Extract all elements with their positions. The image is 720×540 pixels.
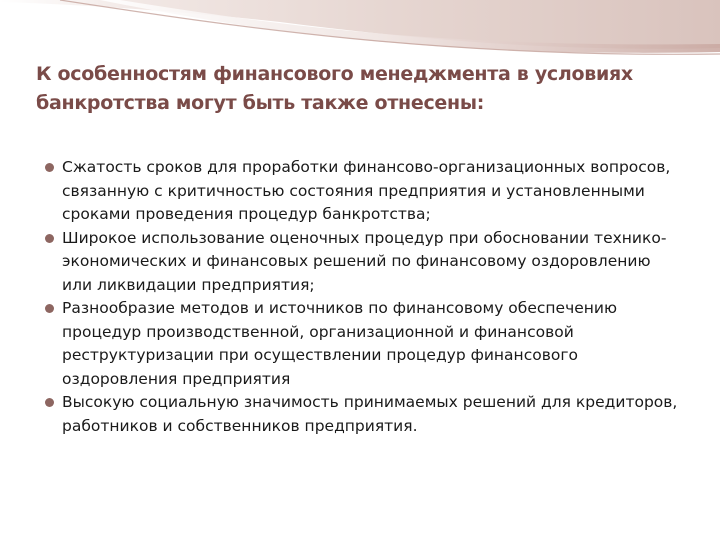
list-item — [44, 391, 684, 438]
bullet-text: Разнообразие методов и источников по финансовому обеспечению процедур производственной, организационной и финансовой реструктуризации при осуществлении процедур финансового оздоровления предприятия — [62, 299, 618, 388]
bullet-text: Сжатость сроков для проработки финансово-организационных вопросов, связанную с критичностью состояния предприятия и установленными сроками проведения процедур банкротства; — [62, 158, 671, 223]
bullet-icon — [45, 304, 54, 313]
bullet-text: Широкое использование оценочных процедур при обосновании технико-экономических и финансовых решений по финансовому оздоровлению или ликвидации предприятия; — [62, 228, 667, 294]
bullet-icon — [45, 398, 54, 407]
bullet-text: Высокую социальную значимость принимаемых решений для кредиторов, работников и собственников предприятия. — [62, 393, 678, 435]
bullet-icon — [45, 163, 54, 172]
bullet-icon — [45, 234, 54, 243]
bullet-list — [44, 156, 684, 438]
list-item — [44, 227, 684, 298]
slide-title: К особенностям финансового менеджмента в условиях банкротства могут быть также отнесены: — [36, 63, 633, 114]
list-item — [44, 156, 684, 227]
list-item — [44, 297, 684, 391]
